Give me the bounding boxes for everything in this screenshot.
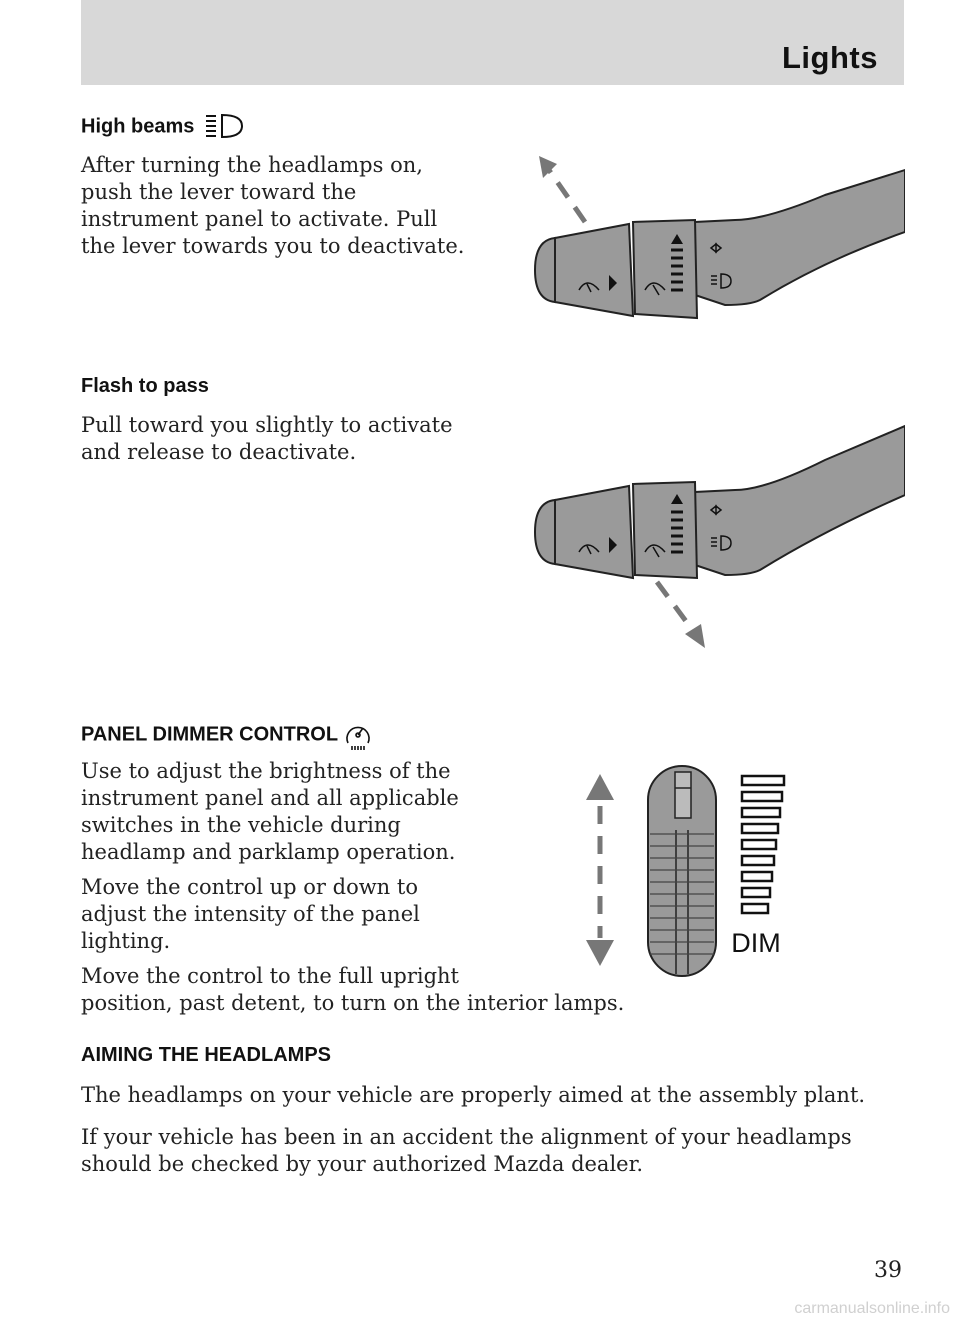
watermark-footer: carmanualsonline.info: [794, 1300, 950, 1317]
high-beams-title: High beams: [81, 115, 195, 138]
text-line: If your vehicle has been in an accident the alignment of your headlamps: [81, 1125, 852, 1149]
panel-dimmer-title: PANEL DIMMER CONTROL: [81, 723, 338, 746]
panel-dimmer-para1: [81, 758, 459, 866]
aiming-para2: [81, 1124, 852, 1178]
text-line: should be checked by your authorized Mazda dealer.: [81, 1152, 644, 1176]
page-title: Lights: [782, 40, 878, 75]
text-line: switches in the vehicle during: [81, 813, 401, 837]
panel-dimmer-icon: [343, 719, 373, 751]
flash-to-pass-text: [81, 412, 453, 466]
flash-to-pass-heading: Flash to pass: [81, 375, 209, 397]
dim-label: DIM: [731, 928, 781, 958]
text-line: and release to deactivate.: [81, 440, 357, 464]
text-line: instrument panel to activate. Pull: [81, 207, 438, 231]
high-beam-icon: [200, 113, 248, 141]
panel-dimmer-heading: [81, 719, 373, 751]
text-line: Use to adjust the brightness of the: [81, 759, 451, 783]
text-line: Move the control to the full upright: [81, 964, 459, 988]
high-beams-heading: [81, 113, 248, 141]
aiming-para1: The headlamps on your vehicle are properly aimed at the assembly plant.: [81, 1083, 866, 1107]
high-beam-lever-figure: [525, 150, 905, 330]
text-line: position, past detent, to turn on the interior lamps.: [81, 991, 625, 1015]
text-line: Pull toward you slightly to activate: [81, 413, 453, 437]
aiming-heading: AIMING THE HEADLAMPS: [81, 1044, 331, 1066]
text-line: adjust the intensity of the panel: [81, 902, 420, 926]
dimmer-wheel-figure: [580, 760, 800, 985]
text-line: Move the control up or down to: [81, 875, 418, 899]
text-line: the lever towards you to deactivate.: [81, 234, 465, 258]
panel-dimmer-para3: [81, 963, 624, 1017]
text-line: headlamp and parklamp operation.: [81, 840, 456, 864]
text-line: lighting.: [81, 929, 171, 953]
high-beams-text: [81, 152, 464, 260]
page-number: 39: [874, 1258, 902, 1283]
page-header-band: [81, 0, 904, 85]
panel-dimmer-para2: [81, 874, 420, 955]
text-line: instrument panel and all applicable: [81, 786, 459, 810]
text-line: After turning the headlamps on,: [81, 153, 423, 177]
flash-to-pass-lever-figure: [535, 426, 905, 648]
text-line: push the lever toward the: [81, 180, 357, 204]
